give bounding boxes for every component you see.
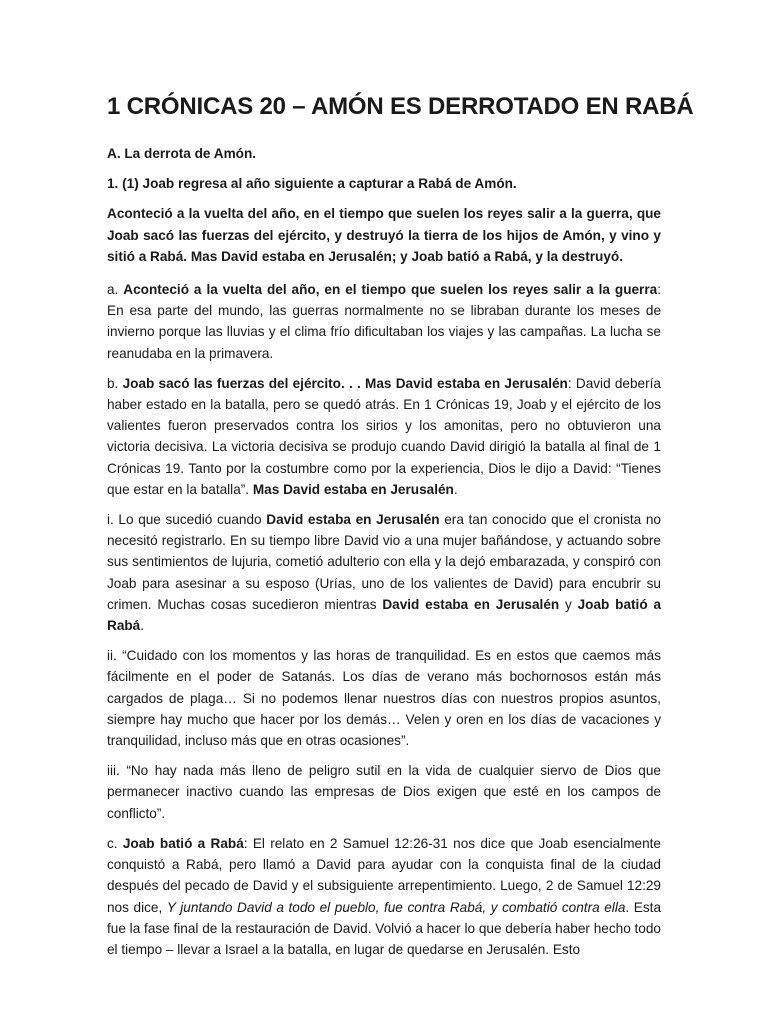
paragraph-text: era tan conocido que el cronista no necesitó registrarlo. En su tiempo libre David vio a una mujer bañándose, y actuando sobre sus sentimientos de lujuria, cometió adulterio con ella y la dejó embarazada, y conspiró con Joab para asesinar a su esposo (Urías, uno de los valientes de David) para encubrir su crimen. Muchas cosas sucedieron mientras: [107, 512, 661, 612]
bold-quote: Mas David estaba en Jerusalén: [252, 481, 454, 497]
paragraph-text: y: [559, 596, 578, 612]
list-marker: a.: [107, 282, 124, 298]
paragraph-text: .: [453, 481, 458, 497]
scripture-verse: Aconteció a la vuelta del año, en el tiempo que suelen los reyes salir a la guerra, que Joab sacó las fuerzas del ejército, y destruyó la tierra de los hijos de Amón, y vino y sitió a Rabá. Mas David estaba en Jerusalén; y Joab batió a Rabá, y la destruyó.: [107, 206, 661, 264]
paragraph-text: .: [140, 618, 145, 634]
paragraph-text: : El relato en 2 Samuel 12:26-31 nos dice que Joab esencialmente conquistó a Rabá, pero llamó a David para ayudar con la conquista final de la ciudad después del pecado de David y el subsiguiente arrepentimiento. Luego, 2 de Samuel 12:29 nos dice,: [107, 835, 661, 915]
paragraph-text: . Esta fue la fase final de la restauración de David. Volvió a hacer lo que debería haber hecho todo el tiempo – llevar a Israel a la batalla, en lugar de quedarse en Jerusalén. Esto: [107, 899, 661, 957]
list-marker: c.: [107, 835, 123, 851]
paragraph-ii: ii. “Cuidado con los momentos y las horas de tranquilidad. Es en estos que caemos más fácilmente en el poder de Satanás. Los días de verano más bochornosos están más cargados de plaga… Si no podemos llenar nuestros días con nuestros propios asuntos, siempre hay mucho que hacer por los demás… Velen y oren en los días de vacaciones y tranquilidad, incluso más que en otras ocasiones”.: [107, 648, 661, 749]
bold-quote: Joab sacó las fuerzas del ejército. . . Mas David estaba en Jerusalén: [122, 375, 568, 391]
bold-quote: Joab batió a Rabá: [122, 835, 244, 851]
italic-quote: Y juntando David a todo el pueblo, fue contra Rabá, y combatió contra ella: [166, 899, 626, 915]
paragraph-text: : David debería haber estado en la batalla, pero se quedó atrás. En 1 Crónicas 19, Joab y el ejército de los valientes fueron preservados contra los sirios y los amonitas, pero no obtuvieron una victoria decisiva. La victoria decisiva se produjo cuando David dirigió la batalla al final de 1 Crónicas 19. Tanto por la costumbre como por la experiencia, Dios le dijo a David: “Tienes que estar en la batalla”.: [107, 375, 661, 497]
bold-quote: Aconteció a la vuelta del año, en el tiempo que suelen los reyes salir a la guerra: [123, 282, 658, 298]
point-heading: 1. (1) Joab regresa al año siguiente a capturar a Rabá de Amón.: [107, 176, 517, 192]
paragraph-i: [107, 509, 661, 636]
bold-quote: David estaba en Jerusalén: [266, 512, 440, 528]
section-heading: A. La derrota de Amón.: [107, 146, 257, 161]
paragraph-text: : En esa parte del mundo, las guerras normalmente no se libraban durante los meses de invierno porque las lluvias y el clima frío dificultaban los viajes y las campañas. La lucha se reanudaba en la primavera.: [107, 282, 661, 361]
paragraph-text: i. Lo que sucedió cuando: [107, 512, 267, 528]
paragraph-c: [107, 833, 661, 960]
paragraph-b: [107, 373, 661, 500]
page-title: 1 CRÓNICAS 20 – AMÓN ES DERROTADO EN RABÁ: [107, 93, 694, 120]
bold-quote: Joab batió a Rabá: [107, 596, 661, 634]
bold-quote: David estaba en Jerusalén: [382, 596, 560, 612]
paragraph-a: [107, 279, 661, 364]
list-marker: b.: [107, 375, 123, 391]
paragraph-iii: iii. “No hay nada más lleno de peligro sutil en la vida de cualquier siervo de Dios que permanecer inactivo cuando las empresas de Dios exigen que esté en los campos de conflicto”.: [107, 763, 661, 821]
